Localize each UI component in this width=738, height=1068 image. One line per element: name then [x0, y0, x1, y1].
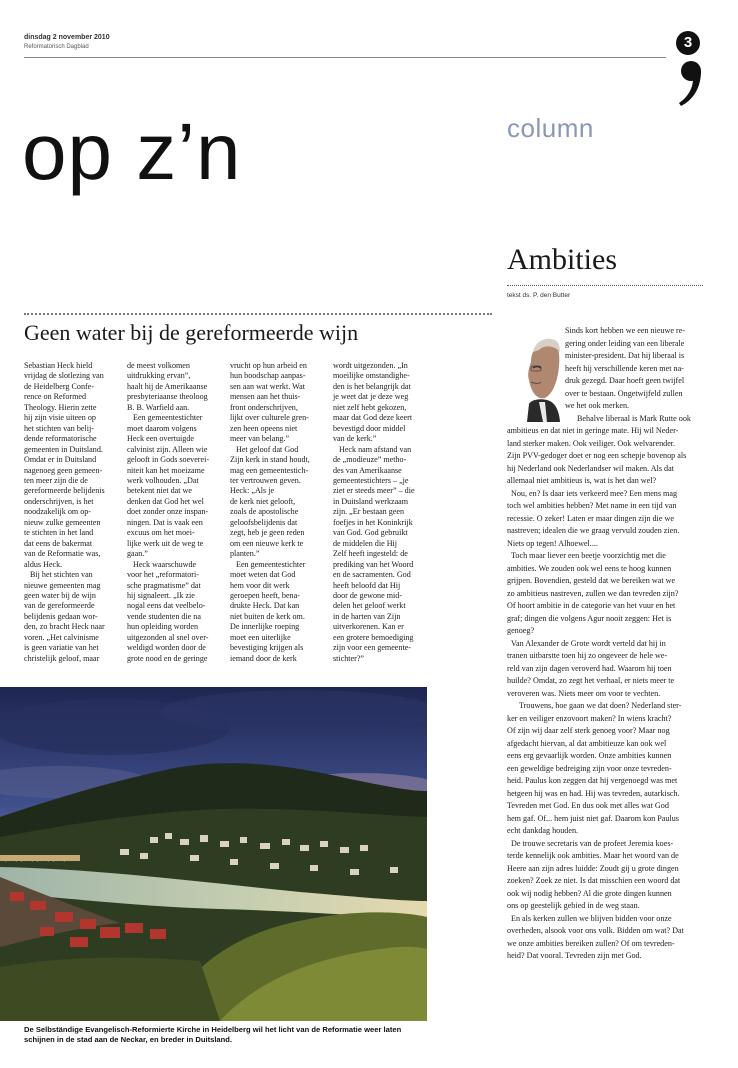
text-line: gemeentestichters – „je: [333, 475, 409, 485]
text-line: sche pragmatisme” dat: [127, 580, 201, 590]
text-line: ambitieus en dat niet in geringe mate. Hij wil Neder-: [507, 426, 679, 435]
text-line: terde kennelijk ook ambities. Maar het woord van de: [507, 851, 679, 860]
text-line: van de kerk.”: [333, 434, 377, 444]
text-line: te stichten in het land: [24, 528, 94, 538]
text-line: Trouwens, hoe gaan we dat doen? Nederland ster-: [519, 701, 682, 710]
text-line: iemand door de kerk: [230, 653, 297, 663]
text-line: nieuwe gemeenten mag: [24, 580, 101, 590]
text-line: nieuw zulke gemeenten: [24, 517, 101, 527]
text-line: ook wij nodig hebben? Al die grote dingen kunnen: [507, 888, 672, 898]
section-title: op z’n: [22, 107, 242, 196]
text-line: geen water bij de wijn: [24, 590, 96, 600]
text-line: reld van zijn dagen veroverd had. Waarom hij toen: [507, 663, 672, 673]
text-line: eens erg gevaarlijk worden. Onze ambities kunnen: [507, 751, 672, 760]
text-line: een grotere bemoediging: [333, 632, 414, 642]
text-line: de Heidelberg Confe-: [24, 381, 94, 391]
text-line: ambities. We zouden ook wel eens te hoog kunnen: [507, 563, 672, 573]
column-intro: [565, 325, 691, 425]
text-line: drukte Heck. Dat kan: [230, 601, 300, 611]
text-line: Behalve liberaal is Mark Rutte ook: [577, 413, 691, 423]
text-line: Of zijn wij daar zelf sterk genoeg voor? Maar nog: [507, 726, 670, 735]
text-line: Heck: „Als je: [230, 486, 275, 496]
text-line: de „modieuze” metho-: [333, 455, 407, 465]
text-line: ter vertrouwen geven.: [230, 475, 301, 485]
article-column-4: [333, 361, 425, 664]
text-line: over te bestaan. Ongetwijfeld zullen: [565, 388, 683, 398]
text-line: weldigd worden door de: [127, 643, 206, 653]
text-line: zen heen opeens niet: [230, 423, 298, 433]
text-line: land sterker maken. Ook veiliger. Ook welvarender.: [507, 438, 676, 448]
text-line: den is het belangrijk dat: [333, 381, 411, 391]
text-line: hem voor dit werk: [230, 580, 290, 590]
text-line: hij zijn visie uiteen op: [24, 413, 96, 423]
text-line: heeft beloofd dat Hij: [333, 580, 401, 590]
page-number-badge: 3: [676, 31, 700, 55]
text-line: druk gezegd. Daar hoeft geen twijfel: [565, 376, 685, 385]
text-line: presbyteriaanse theoloog: [127, 392, 208, 402]
text-line: afgedacht hiervan, al dat ambitieuze kan ook wel: [507, 738, 667, 748]
text-line: schijnen in de stad aan de Neckar, en breder in Duitsland.: [24, 1034, 233, 1044]
text-line: door de gewone mid-: [333, 590, 403, 600]
text-line: hun opleiding worden: [127, 622, 199, 632]
text-line: maar dat God deze keert: [333, 413, 413, 423]
text-line: De innerlijke roeping: [230, 622, 300, 632]
text-line: Het geloof dat God: [236, 444, 299, 454]
text-line: een geweldige bedreiging zijn voor onze tevreden-: [507, 763, 672, 773]
article-divider: [24, 313, 492, 315]
text-line: Zijn kerk in stand houdt,: [230, 455, 310, 465]
text-line: overheden, alsook voor ons volk. Bidden om wat? Dat: [507, 926, 684, 935]
text-line: Of hoort ambitie in de categorie van het vuur en het: [507, 601, 676, 610]
text-line: den, zo bracht Heck naar: [24, 622, 105, 632]
text-line: Zijn PVV-gedoger doet er nog een schepje bovenop als: [507, 451, 687, 460]
text-line: stichter?”: [333, 653, 365, 663]
text-line: haalt hij de Amerikaanse: [127, 381, 208, 391]
header-date: dinsdag 2 november 2010: [24, 34, 110, 41]
text-line: het stichten van belij-: [24, 423, 94, 433]
article-title: Geen water bij de gereformeerde wijn: [24, 320, 359, 345]
text-line: voor het „reformatori-: [127, 570, 199, 580]
text-line: Tevreden met God. En dus ook met alles wat God: [507, 801, 669, 810]
text-line: hij Nederland ook Nederlandser wil maken. Als dat: [507, 463, 674, 473]
text-line: van de Reformatie was,: [24, 549, 101, 559]
photo-caption: [24, 1025, 444, 1044]
text-line: veroveren was. Niets meer om voor te vechten.: [507, 688, 661, 698]
text-line: zoeken? Zoek ze niet. Is dat misschien een woord dat: [507, 876, 681, 885]
text-line: B. B. Warfield aan.: [127, 402, 190, 412]
text-line: Zelf heeft ingesteld: de: [333, 549, 408, 559]
text-line: echt dankdag houden.: [507, 826, 579, 835]
text-line: zoals de apostolische: [230, 507, 299, 517]
text-line: graf; dingen die volgens Agur nooit zeggen: Het is: [507, 613, 672, 623]
text-line: Van Alexander de Grote wordt verteld dat hij in: [511, 638, 666, 648]
text-line: moeilijke omstandighe-: [333, 371, 410, 381]
text-line: Bij het stichten van: [30, 570, 93, 580]
text-line: excuus om het moei-: [127, 528, 195, 538]
heidelberg-photo: [0, 687, 427, 1021]
text-line: tranen uitbarstte toen hij zo ongeveer de hele we-: [507, 651, 668, 660]
text-line: van de gereformeerde: [24, 601, 95, 611]
text-line: aldus Heck.: [24, 559, 63, 569]
text-line: de middelen die Hij: [333, 538, 398, 548]
text-line: Niets op tegen! Alhoewel....: [507, 538, 598, 548]
text-line: denken dat God het wel: [127, 496, 204, 506]
text-line: gemeenten in Duitsland.: [24, 444, 103, 454]
text-line: prediking van het Woord: [333, 559, 414, 569]
text-line: voren. „Het calvinisme: [24, 632, 99, 642]
text-line: uitverkorenen. Kan er: [333, 622, 404, 632]
text-line: vrucht op hun arbeid en: [230, 361, 307, 370]
header-newspaper: Reformatorisch Dagblad: [24, 44, 89, 50]
text-line: Heck waarschuwde: [133, 559, 197, 569]
text-line: Heere aan zijn adres luidde: Zoudt gij u grote dingen: [507, 863, 679, 873]
text-line: in Duitsland werkzaam: [333, 496, 409, 506]
text-line: christelijk geloof, maar: [24, 653, 100, 663]
text-line: de meest volkomen: [127, 361, 190, 370]
text-line: vrijdag de slotlezing van: [24, 371, 104, 381]
text-line: hij signaleert. „Ik zie: [127, 590, 195, 600]
text-line: huilde? Omdat, zo zegt het verhaal, er niets meer te: [507, 676, 675, 685]
text-line: genoeg?: [507, 626, 535, 635]
text-line: mag een gemeentestich-: [230, 465, 309, 475]
text-line: moet een uiterlijke: [230, 632, 291, 642]
text-line: noodzakelijk om op-: [24, 507, 91, 517]
text-line: minister-president. Dat hij liberaal is: [565, 351, 685, 360]
text-line: meer van belang.”: [230, 434, 290, 444]
text-line: planten.”: [230, 549, 260, 559]
column-title: Ambities: [507, 243, 617, 276]
text-line: uitdrukking ervan”,: [127, 371, 191, 381]
text-line: uitgezonden al snel over-: [127, 632, 209, 642]
text-line: is geen variatie van het: [24, 643, 99, 653]
text-line: bevestiging krijgen als: [230, 643, 304, 653]
text-line: betekent niet dat we: [127, 486, 192, 496]
text-line: zo ambitieus nastreven, zullen we dan tevreden zijn?: [507, 588, 679, 598]
text-line: bevestigd door middel: [333, 423, 406, 433]
text-line: hetgeen hij was en had. Hij was tevreden, autarkisch.: [507, 788, 680, 798]
text-line: Toch maar liever een beetje voorzichtig met die: [511, 551, 666, 560]
text-line: heeft hij verschillende keren met na-: [565, 363, 684, 373]
text-line: ziet er steeds meer” – die: [333, 486, 415, 496]
text-line: niteit kan het moeizame: [127, 465, 205, 475]
text-line: belijdenis gedaan wor-: [24, 611, 98, 621]
text-line: hun boodschap aanpas-: [230, 371, 306, 381]
text-line: ker en veiliger enzovoort maken? In wiens kracht?: [507, 713, 672, 723]
text-line: geroepen heeft, bena-: [230, 590, 300, 600]
text-line: zijn. „Er bestaan geen: [333, 507, 405, 517]
text-line: ons op geestelijk gebied in de weg staan.: [507, 901, 640, 910]
text-line: foefjes in het Koninkrijk: [333, 517, 413, 527]
text-line: nastreven; idealen die we graag vervuld zouden zien.: [507, 526, 680, 535]
text-line: nogal eens dat veelbelo-: [127, 601, 206, 611]
text-line: niet zelf hebt gekozen,: [333, 402, 407, 412]
text-line: De trouwe secretaris van de profeet Jeremia koes-: [511, 838, 674, 848]
text-line: Een gemeentestichter: [133, 413, 203, 423]
text-line: delen het geloof werkt: [333, 601, 406, 611]
text-line: doet zonder onze inspan-: [127, 507, 209, 517]
text-line: De Selbständige Evangelisch-Reformierte Kirche in Heidelberg wil het licht van de Reformatie weer laten: [24, 1025, 402, 1034]
text-line: gering onder leiding van een liberale: [565, 338, 685, 348]
text-line: En als kerken zullen we blijven bidden voor onze: [511, 913, 672, 923]
text-line: je weet dat je deze weg: [333, 392, 409, 402]
comma-icon: [678, 60, 704, 108]
text-line: Sebastian Heck hield: [24, 361, 93, 370]
column-body: [507, 425, 686, 963]
text-line: ningen. Dat is vaak een: [127, 517, 203, 527]
text-line: wordt uitgezonden. „In: [333, 361, 408, 370]
text-line: niet buiten de kerk om.: [230, 611, 305, 621]
text-line: in de harten van Zijn: [333, 611, 401, 621]
text-line: om een nieuwe kerk te: [230, 538, 304, 548]
author-portrait: [509, 322, 560, 424]
text-line: grijpen. Bovendien, gesteld dat we bereiken wat we: [507, 576, 676, 585]
text-line: werk volhouden. „Dat: [127, 475, 199, 485]
text-line: moet daarom volgens: [127, 423, 197, 433]
text-line: moet weten dat God: [230, 570, 296, 580]
text-line: heid? Dat vooral. Tevreden zijn met God.: [507, 951, 642, 960]
text-line: en de sacramenten. God: [333, 570, 411, 580]
article-column-2: [127, 361, 219, 664]
text-line: hem gaf. Of... hem juist niet gaf. Daarom kon Paulus: [507, 813, 679, 823]
column-author: tekst ds. P. den Butter: [507, 292, 571, 299]
text-line: vende studenten die na: [127, 611, 201, 621]
text-line: Omdat er in Duitsland: [24, 455, 97, 465]
text-line: gelooft in Gods soeverei-: [127, 455, 210, 465]
text-line: des van Amerikaanse: [333, 465, 402, 475]
text-line: dat eens de bakermat: [24, 538, 93, 548]
text-line: van God. God gebruikt: [333, 528, 408, 538]
text-line: Nou, en? Is daar iets verkeerd mee? Een mens mag: [511, 488, 678, 498]
text-line: lijke werk uit de weg te: [127, 538, 204, 548]
text-line: gaan.”: [127, 549, 148, 559]
text-line: mensen aan het thuis-: [230, 392, 301, 402]
text-line: we onze ambities bereiken zullen? Of om tevreden-: [507, 938, 675, 948]
article-column-3: [230, 361, 322, 664]
header-rule: [24, 57, 666, 58]
text-line: heid. Paulus kon zeggen dat hij vergenoegd was met: [507, 776, 678, 785]
column-label: column: [507, 113, 594, 143]
text-line: de kerk niet gelooft,: [230, 496, 296, 506]
text-line: gereformeerde belijdenis: [24, 486, 105, 496]
text-line: recessie. O zeker! Laten er maar dingen zijn die we: [507, 513, 674, 523]
text-line: rence on Reformed: [24, 392, 87, 402]
text-line: front onderschrijven,: [230, 402, 298, 412]
text-line: zijn voor een gemeente-: [333, 643, 411, 653]
text-line: grote nood en de geringe: [127, 653, 208, 663]
text-line: dende reformatorische: [24, 434, 97, 444]
text-line: Theology. Hierin zette: [24, 402, 97, 412]
text-line: Een gemeentestichter: [236, 559, 306, 569]
text-line: allemaal niet ambitieus is, wat is het dan wel?: [507, 476, 657, 485]
text-line: lijkt over culturele gren-: [230, 413, 309, 423]
article-column-1: [24, 361, 116, 664]
text-line: zegt, heb je geen reden: [230, 528, 305, 538]
text-line: we het ook merken.: [565, 401, 630, 410]
text-line: geloofsbelijdenis dat: [230, 517, 298, 527]
text-line: Heck een overtuigde: [127, 434, 194, 444]
text-line: Sinds kort hebben we een nieuwe re-: [565, 326, 686, 335]
text-line: ten meer zijn die de: [24, 475, 88, 485]
text-line: Heck nam afstand van: [339, 444, 412, 454]
text-line: onderschrijven, is het: [24, 496, 94, 506]
column-divider: [507, 285, 703, 286]
text-line: sen aan wat werkt. Wat: [230, 381, 305, 391]
text-line: toch wel ambities hebben? Met name in een tijd van: [507, 501, 677, 510]
text-line: calvinist zijn. Alleen wie: [127, 444, 208, 454]
text-line: nagenoeg geen gemeen-: [24, 465, 103, 475]
